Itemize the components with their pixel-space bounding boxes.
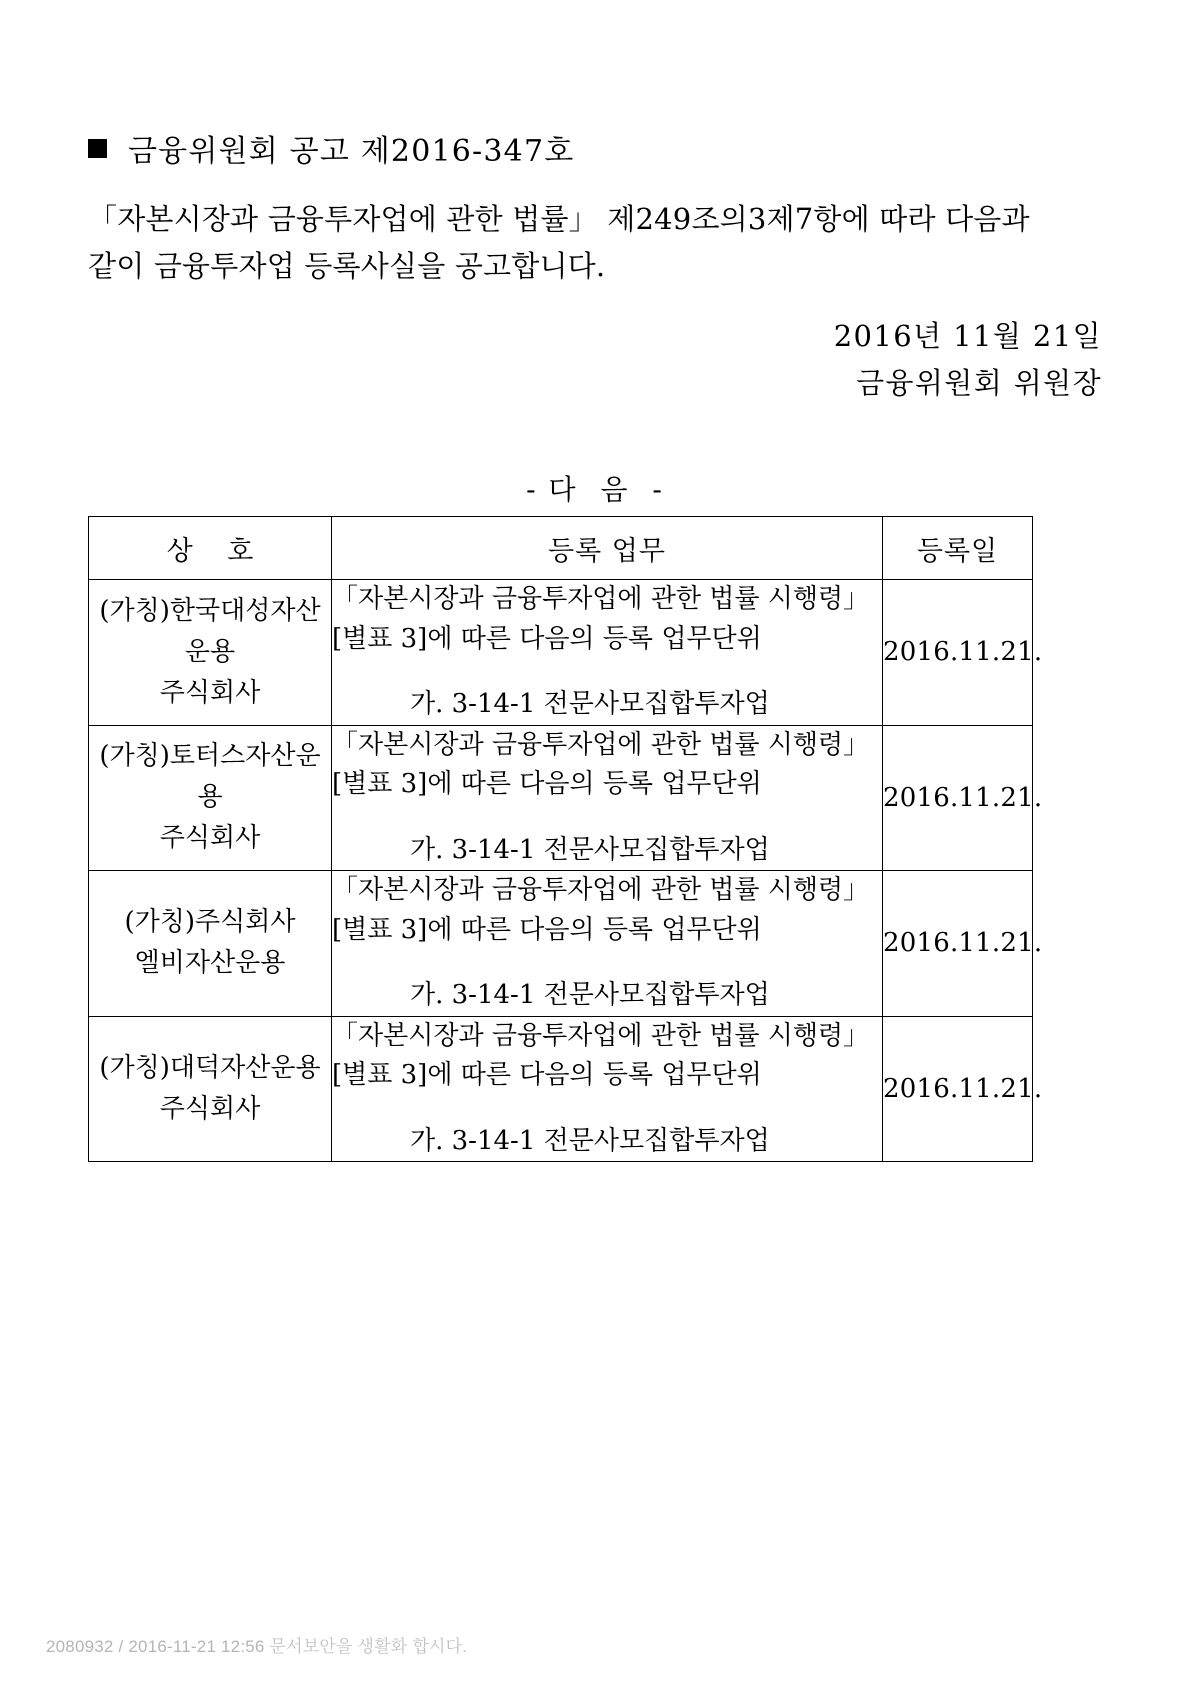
cell-registered-task bbox=[332, 580, 883, 726]
table-row bbox=[89, 725, 1033, 871]
column-header-task bbox=[332, 517, 883, 580]
task-line-2: [별표 3]에 따른 다음의 등록 업무단위 bbox=[332, 914, 762, 945]
cell-registration-date: 2016.11.21. bbox=[883, 725, 1033, 871]
column-header-name-label: 상 호 bbox=[166, 535, 267, 567]
notice-title: 금융위원회 공고 제2016-347호 bbox=[128, 134, 575, 169]
body-paragraph bbox=[88, 196, 1102, 290]
task-line-2: [별표 3]에 따른 다음의 등록 업무단위 bbox=[332, 769, 762, 800]
company-name-line-1: (가칭)한국대성자산운용 bbox=[99, 595, 321, 667]
company-name-line-1: (가칭)주식회사 bbox=[124, 907, 296, 938]
company-name-line-2: 주식회사 bbox=[159, 677, 261, 708]
table-row bbox=[89, 1016, 1033, 1162]
task-line-1: 「자본시장과 금융투자업에 관한 법률 시행령」 bbox=[332, 584, 870, 614]
cell-registration-date: 2016.11.21. bbox=[883, 1016, 1033, 1162]
task-item: 가. 3-14-1 전문사모집합투자업 bbox=[410, 689, 770, 720]
task-line-1: 「자본시장과 금융투자업에 관한 법률 시행령」 bbox=[332, 729, 870, 760]
daum-char-1: 다 bbox=[548, 473, 590, 506]
task-line-2: [별표 3]에 따른 다음의 등록 업무단위 bbox=[332, 1060, 762, 1091]
announcement-date: 2016년 11월 21일 bbox=[833, 319, 1102, 353]
cell-registered-task bbox=[332, 871, 883, 1017]
signature-block bbox=[834, 313, 1102, 407]
task-item: 가. 3-14-1 전문사모집합투자업 bbox=[410, 1125, 770, 1156]
daum-dash-left: - bbox=[526, 473, 538, 506]
cell-company-name bbox=[89, 580, 332, 726]
company-name-line-1: (가칭)대덕자산운용 bbox=[99, 1052, 321, 1083]
page-footer bbox=[46, 1632, 467, 1657]
task-item: 가. 3-14-1 전문사모집합투자업 bbox=[410, 980, 770, 1011]
cell-registration-date: 2016.11.21. bbox=[883, 871, 1033, 1017]
footer-timestamp: 2016-11-21 12:56 bbox=[128, 1637, 265, 1656]
company-name-line-2: 주식회사 bbox=[159, 823, 261, 854]
task-line-2: [별표 3]에 따른 다음의 등록 업무단위 bbox=[332, 623, 762, 654]
cell-registered-task bbox=[332, 725, 883, 871]
footer-security-message: 문서보안을 생활화 합시다. bbox=[269, 1637, 468, 1656]
cell-company-name bbox=[89, 1016, 332, 1162]
footer-doc-id: 2080932 bbox=[46, 1637, 114, 1656]
column-header-task-label: 등록 업무 bbox=[548, 535, 666, 567]
announcement-signer: 금융위원회 위원장 bbox=[856, 365, 1102, 400]
company-name-line-2: 엘비자산운용 bbox=[134, 948, 286, 979]
task-line-1: 「자본시장과 금융투자업에 관한 법률 시행령」 bbox=[332, 1020, 870, 1051]
cell-registered-task bbox=[332, 1016, 883, 1162]
column-header-date bbox=[883, 517, 1033, 580]
column-header-date-label: 등록일 bbox=[916, 535, 999, 567]
column-header-name bbox=[89, 517, 332, 580]
task-line-1: 「자본시장과 금융투자업에 관한 법률 시행령」 bbox=[332, 875, 870, 906]
daum-char-2: 음 bbox=[600, 473, 642, 506]
body-line-1: 「자본시장과 금융투자업에 관한 법률」 제249조의3제7항에 따라 다음과 bbox=[88, 202, 1030, 236]
footer-separator: / bbox=[118, 1637, 124, 1656]
square-bullet-icon bbox=[88, 139, 107, 158]
cell-company-name bbox=[89, 871, 332, 1017]
notice-heading bbox=[88, 126, 574, 170]
task-item: 가. 3-14-1 전문사모집합투자업 bbox=[410, 834, 770, 865]
company-name-line-2: 주식회사 bbox=[159, 1093, 261, 1124]
daum-dash-right: - bbox=[652, 473, 664, 506]
registration-table-wrapper bbox=[88, 516, 1043, 1162]
table-header-row bbox=[89, 517, 1033, 580]
cell-company-name bbox=[89, 725, 332, 871]
registration-table bbox=[88, 516, 1043, 1162]
cell-registration-date: 2016.11.21. bbox=[883, 580, 1033, 726]
table-row bbox=[89, 871, 1033, 1017]
daum-heading bbox=[0, 468, 1190, 508]
company-name-line-1: (가칭)토터스자산운용 bbox=[99, 741, 321, 813]
table-row bbox=[89, 580, 1033, 726]
body-line-2: 같이 금융투자업 등록사실을 공고합니다. bbox=[88, 248, 606, 283]
